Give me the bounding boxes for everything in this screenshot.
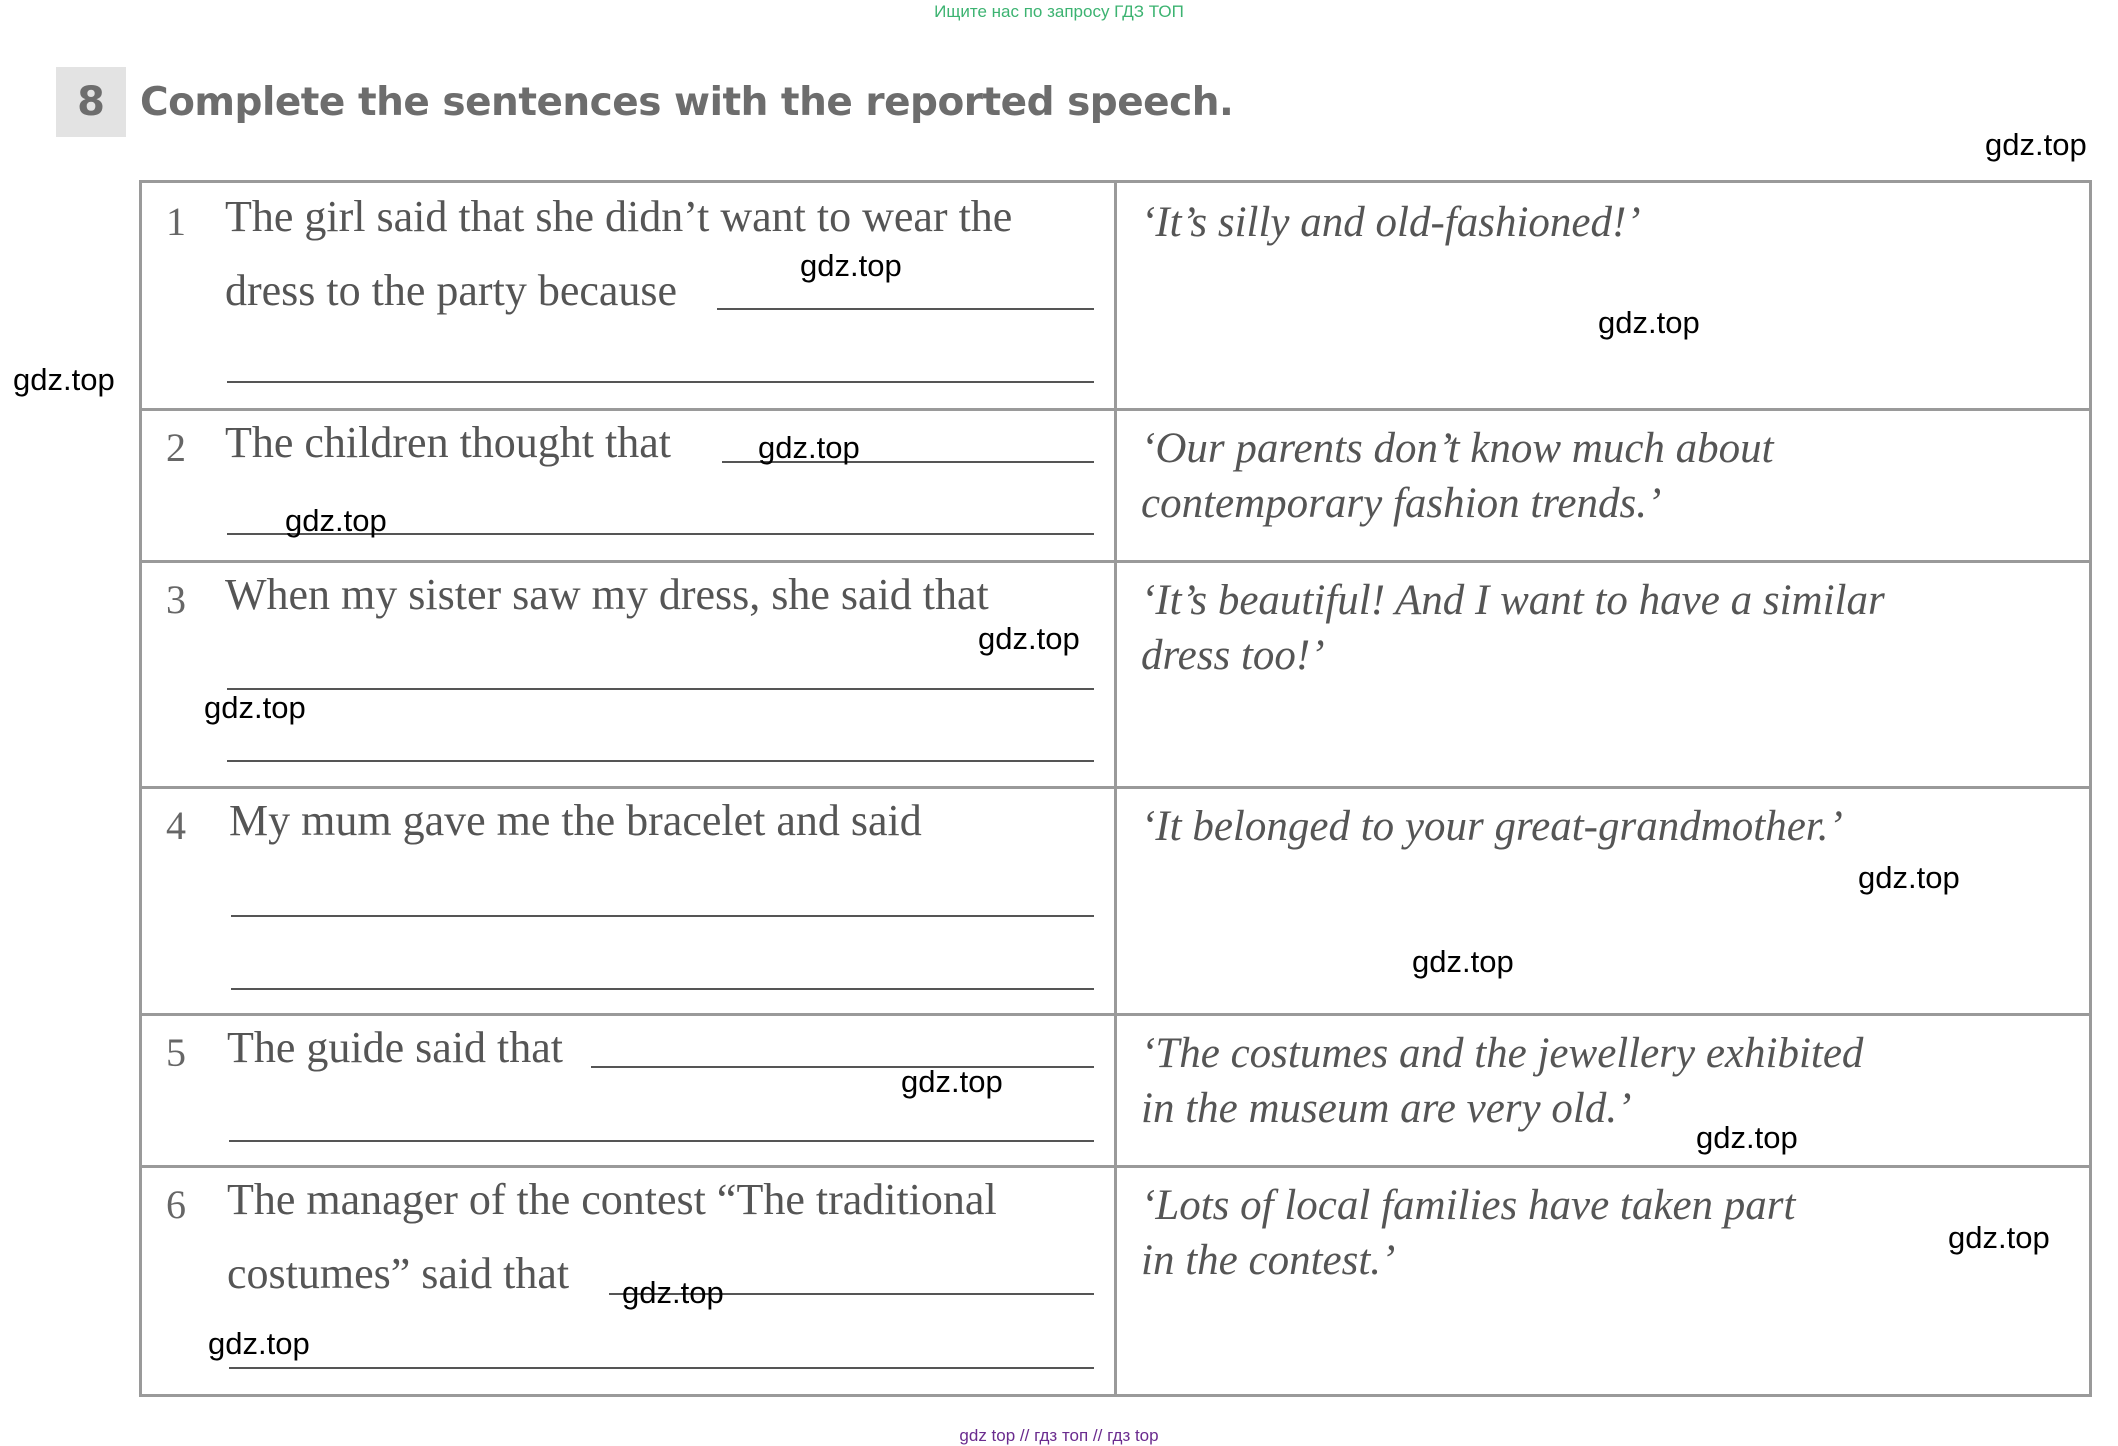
sentence-start: The guide said that (227, 1023, 564, 1072)
direct-speech: contemporary fashion trends.’ (1141, 480, 1662, 527)
sentence-start: The manager of the contest “The traditional (227, 1175, 997, 1224)
sentence-start: When my sister saw my dress, she said that (225, 570, 989, 619)
answer-blank[interactable] (231, 915, 1094, 917)
watermark: gdz.top (901, 1064, 1003, 1099)
answer-blank[interactable] (227, 688, 1094, 690)
row-number: 4 (166, 803, 186, 848)
direct-speech: ‘It belonged to your great-grandmother.’ (1141, 803, 1843, 850)
direct-speech: ‘It’s silly and old-fashioned!’ (1141, 199, 1641, 246)
sentence-start: The children thought that (225, 418, 671, 467)
exercise-number: 8 (56, 67, 126, 137)
answer-blank[interactable] (229, 1367, 1094, 1369)
exercise-title: Complete the sentences with the reported speech. (140, 79, 1234, 125)
watermark: gdz.top (285, 503, 387, 538)
watermark: gdz.top (13, 362, 115, 397)
sentence-start: costumes” said that (227, 1249, 570, 1298)
watermark: gdz.top (978, 621, 1080, 656)
exercise-table (139, 180, 2092, 1397)
direct-speech: in the museum are very old.’ (1141, 1085, 1632, 1132)
watermark: gdz.top (1598, 305, 1700, 340)
watermark: gdz.top (800, 248, 902, 283)
direct-speech: ‘It’s beautiful! And I want to have a similar (1141, 577, 1885, 624)
direct-speech: ‘Lots of local families have taken part (1141, 1182, 1796, 1229)
watermark: gdz.top (1948, 1220, 2050, 1255)
watermark: gdz.top (758, 430, 860, 465)
watermark: gdz.top (1985, 127, 2087, 162)
row-number: 6 (166, 1182, 186, 1227)
row-number: 3 (166, 577, 186, 622)
row-number: 5 (166, 1030, 186, 1075)
row-number: 1 (166, 199, 186, 244)
watermark: gdz.top (1412, 944, 1514, 979)
sentence-start: My mum gave me the bracelet and said (229, 796, 922, 845)
answer-blank[interactable] (231, 988, 1094, 990)
watermark: gdz.top (622, 1275, 724, 1310)
watermark: gdz.top (204, 690, 306, 725)
direct-speech: in the contest.’ (1141, 1237, 1396, 1284)
direct-speech: ‘Our parents don’t know much about (1141, 425, 1774, 472)
answer-blank[interactable] (227, 381, 1094, 383)
top-banner: Ищите нас по запросу ГДЗ ТОП (934, 2, 1184, 21)
row-number: 2 (166, 425, 186, 470)
footer-links: gdz top // гдз топ // гдз top (959, 1426, 1159, 1445)
direct-speech: ‘The costumes and the jewellery exhibited (1141, 1030, 1864, 1077)
answer-blank[interactable] (229, 1140, 1094, 1142)
sentence-start: dress to the party because (225, 266, 678, 315)
exercise-header (56, 68, 1233, 136)
answer-blank[interactable] (717, 308, 1094, 310)
watermark: gdz.top (1696, 1120, 1798, 1155)
answer-blank[interactable] (591, 1066, 1094, 1068)
answer-blank[interactable] (227, 760, 1094, 762)
watermark: gdz.top (1858, 860, 1960, 895)
sentence-start: The girl said that she didn’t want to wear the (225, 192, 1013, 241)
direct-speech: dress too!’ (1141, 632, 1325, 679)
watermark: gdz.top (208, 1326, 310, 1361)
